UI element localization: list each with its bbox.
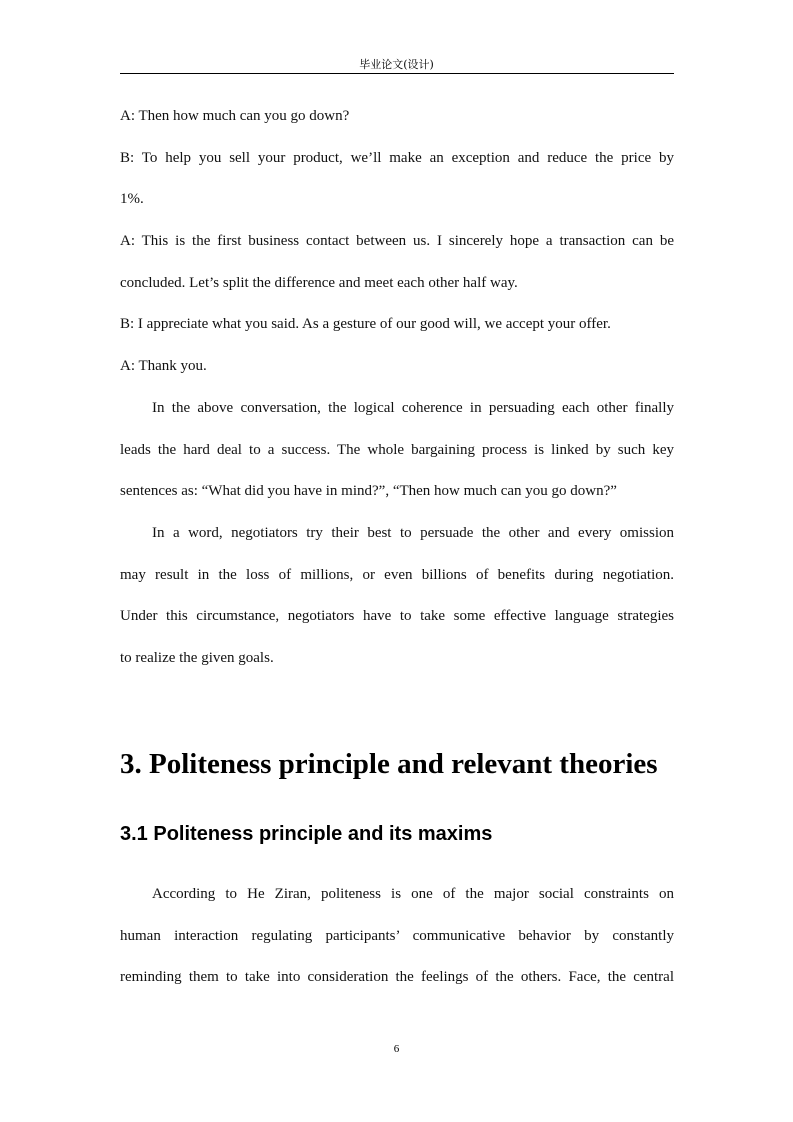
paragraph-line: may result in the loss of millions, or even billions of benefits during negotiation. (120, 566, 674, 583)
body-text-top (120, 96, 674, 680)
section-heading: 3. Politeness principle and relevant theories (120, 748, 658, 780)
body-text-bottom (120, 874, 674, 999)
dialogue-line: 1%. (120, 191, 144, 208)
page-number: 6 (393, 1043, 400, 1055)
header-divider (120, 73, 674, 74)
dialogue-line: A: Then how much can you go down? (120, 108, 350, 124)
paragraph-line: In the above conversation, the logical coherence in persuading each other finally (152, 399, 674, 416)
paragraph-line: Under this circumstance, negotiators have to take some effective language strategies (120, 608, 674, 625)
dialogue-line: A: This is the first business contact between us. I sincerely hope a transaction can be (120, 233, 674, 250)
dialogue-line: A: Thank you. (120, 358, 207, 375)
dialogue-line: B: I appreciate what you said. As a gesture of our good will, we accept your offer. (120, 316, 611, 333)
subsection-heading: 3.1 Politeness principle and its maxims (120, 823, 493, 845)
dialogue-line: concluded. Let’s split the difference and meet each other half way. (120, 274, 518, 291)
running-header: 毕业论文(设计) (359, 58, 434, 71)
dialogue-line: B: To help you sell your product, we’ll make an exception and reduce the price by (120, 149, 674, 166)
paragraph-line: to realize the given goals. (120, 649, 274, 666)
paragraph-line: sentences as: “What did you have in mind?”, “Then how much can you go down?” (120, 483, 617, 500)
paragraph-line: human interaction regulating participants’ communicative behavior by constantly (120, 927, 674, 944)
paragraph-line: leads the hard deal to a success. The whole bargaining process is linked by such key (120, 441, 674, 458)
paragraph-line: According to He Ziran, politeness is one of the major social constraints on (152, 886, 674, 902)
paragraph-line: In a word, negotiators try their best to persuade the other and every omission (152, 524, 674, 541)
paragraph-line: reminding them to take into consideration the feelings of the others. Face, the central (120, 969, 674, 986)
